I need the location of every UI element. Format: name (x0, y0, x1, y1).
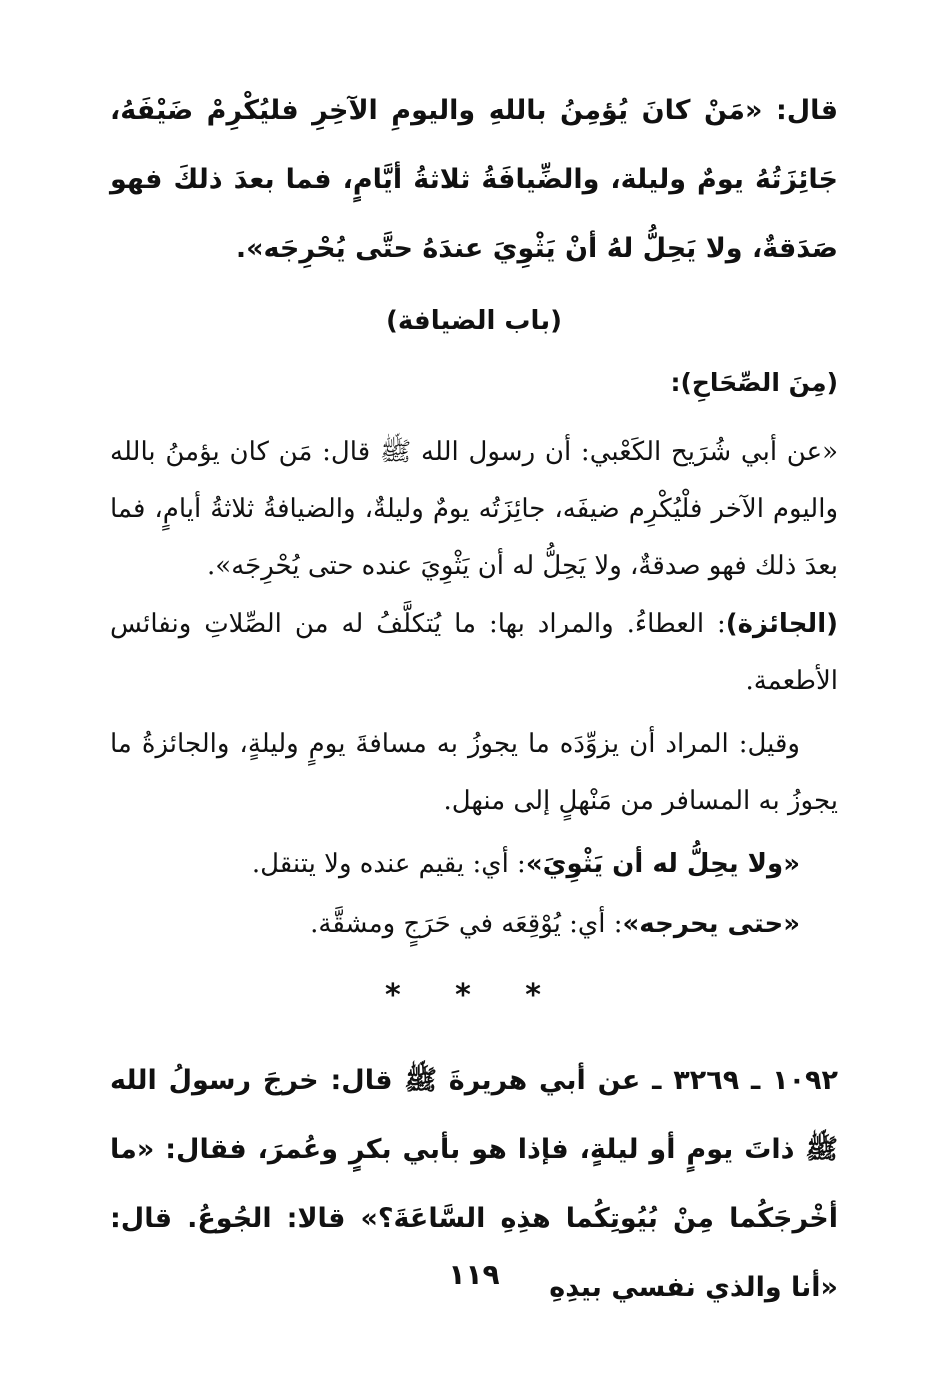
explanation-term: «حتى يحرجه» (622, 909, 800, 939)
sahih-hadith-text: «عن أبي شُرَيح الكَعْبي: أن رسول الله ﷺ قال: مَن كان يؤمنُ بالله واليوم الآخر فلْيُكْرِم ضيفَه، جائِزَتُه يومٌ وليلةٌ، والضيافةُ ثلاثةُ أيامٍ، فما بعدَ ذلك فهو صدقةٌ، ولا يَحِلُّ له أن يَثْوِيَ عنده حتى يُحْرِجَه». (110, 437, 838, 581)
page-number: ١١٩ (448, 1258, 500, 1291)
explanation-qila: وقيل: المراد أن يزوِّدَه ما يجوزُ به مسافةَ يومٍ وليلةٍ، والجائزةُ ما يجوزُ به المسافر من مَنْهلٍ إلى منهل. (110, 729, 838, 816)
explanation-term: «ولا يحِلُّ له أن يَثْوِيَ» (525, 849, 800, 879)
section-separator: * * * (385, 978, 563, 1013)
chapter-heading: (باب الضيافة) (386, 306, 562, 336)
next-hadith-text: ١٠٩٢ ـ ٣٢٦٩ ـ عن أبي هريرةَ ﷺ قال: خرجَ رسولُ الله ﷺ ذاتَ يومٍ أو ليلةٍ، فإذا هو بأبي بكرٍ وعُمرَ، فقال: «ما أخْرجَكُما مِنْ بُيُوتِكُما هذِهِ السَّاعَةَ؟» قالا: الجُوعُ. قال: «أنا والذي نفسي بيدِهِ (110, 1065, 839, 1303)
section-label: (مِنَ الصِّحَاحِ): (670, 368, 838, 397)
page (110, 0, 838, 1377)
explanation-text: : العطاءُ. والمراد بها: ما يُتكلَّفُ له من الصِّلاتِ ونفائس الأطعمة. (110, 609, 838, 696)
explanation-yathwi (110, 836, 838, 893)
explanation-term: (الجائزة) (725, 609, 838, 639)
explanation-yuhrijuh (110, 896, 838, 953)
explanation-jaiza (110, 596, 838, 710)
explanation-text: : أي: يُوْقِعَه في حَرَجٍ ومشقَّة. (310, 909, 623, 939)
explanation-text: : أي: يقيم عنده ولا يتنقل. (251, 849, 526, 879)
top-hadith-text: قال: «مَنْ كانَ يُؤمِنُ باللهِ واليومِ الآخِرِ فليُكْرِمْ ضَيْفَهُ، جَائِزَتُهُ يومٌ وليلة، والضِّيافَةُ ثلاثةُ أيَّامٍ، فما بعدَ ذلكَ فهو صَدَقةٌ، ولا يَحِلُّ لهُ أنْ يَثْوِيَ عندَهُ حتَّى يُحْرِجَه». (110, 95, 838, 264)
